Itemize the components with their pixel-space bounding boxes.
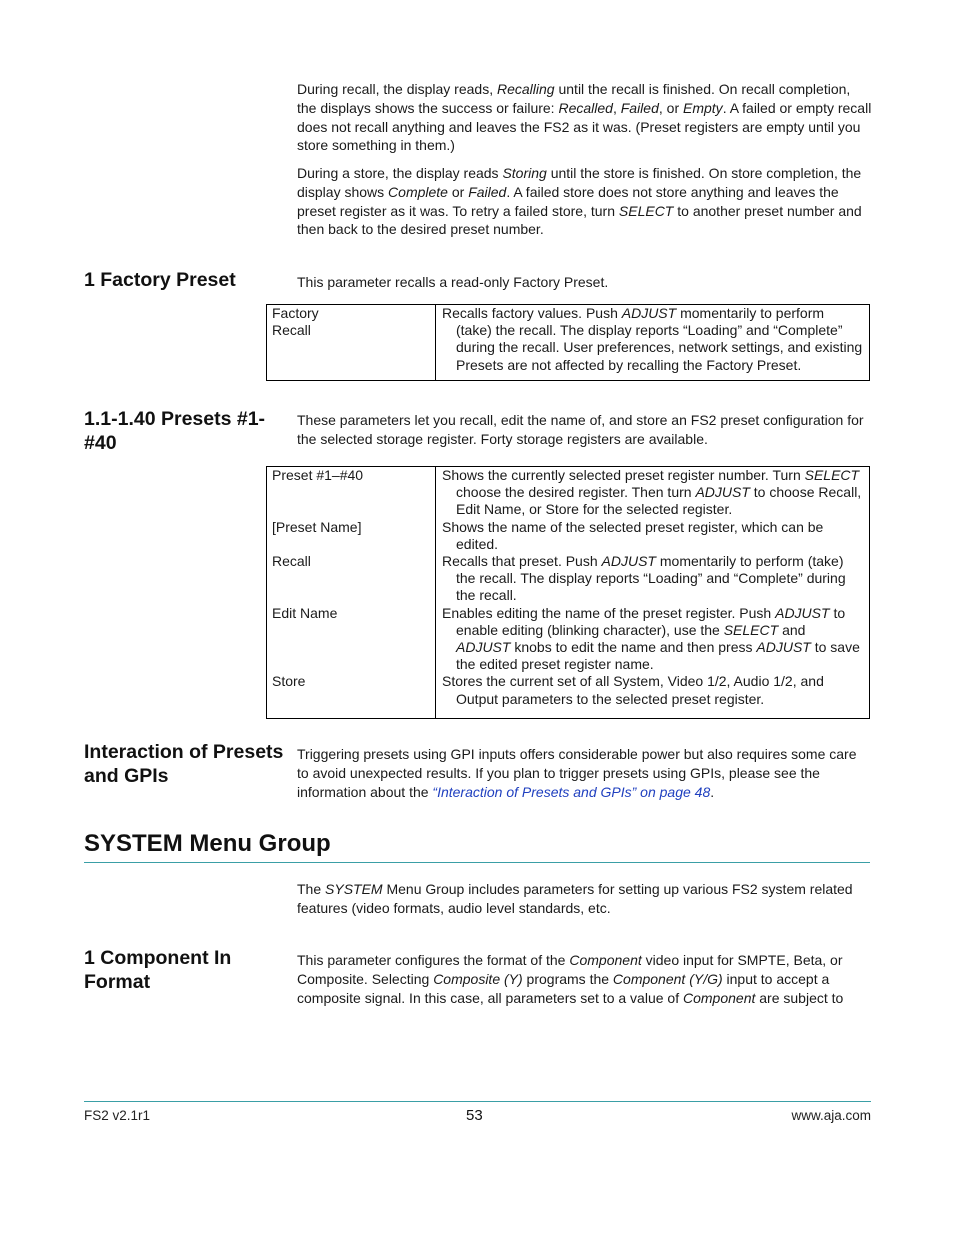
param-description: Recalls factory values. Push ADJUST momentarily to perform (take) the recall. The display reports “Loading” and “Complete” during the recall. User preferences, network settings, and existing Presets are not affected by recalling the Factory Preset. [442,305,863,373]
presets-description: These parameters let you recall, edit the name of, and store an FS2 preset configuration for the selected storage register. Forty storage registers are available. [297,412,864,447]
section-divider [84,862,870,863]
system-paragraph: The SYSTEM Menu Group includes parameters for setting up various FS2 system related features (video formats, audio level standards, etc. [297,881,853,916]
param-name: Recall [272,552,311,569]
param-name: Store [272,673,306,690]
param-description: Recalls that preset. Push ADJUST momentarily to perform (take) the recall. The display reports “Loading” and “Complete” during the recall. [442,553,846,604]
footer-version: FS2 v2.1r1 [84,1108,151,1123]
cross-reference-link[interactable]: “Interaction of Presets and GPIs” on page 48 [432,783,711,800]
param-name: Factory Recall [272,305,319,339]
heading-interaction-presets-gpis: Interaction of Presets and GPIs [84,741,284,787]
param-description: Shows the currently selected preset register number. Turn SELECT choose the desired register. Then turn ADJUST to choose Recall, Edit Name, or Store for the selected register. [442,467,862,518]
heading-factory-preset: 1 Factory Preset [84,269,236,291]
param-description: Stores the current set of all System, Video 1/2, Audio 1/2, and Output parameters to the selected preset register. [442,673,824,707]
param-name: Edit Name [272,604,338,621]
factory-preset-description: This parameter recalls a read-only Factory Preset. [297,274,609,290]
heading-presets: 1.1-1.40 Presets #1-#40 [84,408,266,454]
param-name: [Preset Name] [272,518,362,535]
heading-system-menu-group: SYSTEM Menu Group [84,830,331,857]
page-number: 53 [466,1107,483,1124]
param-desc-cell [436,305,870,381]
param-name-cell [267,305,436,381]
presets-table [266,466,870,719]
param-desc-cell [436,467,870,719]
table-row [267,467,870,719]
footer-website: www.aja.com [791,1108,871,1123]
factory-preset-table [266,304,870,381]
component-paragraph: This parameter configures the format of the Component video input for SMPTE, Beta, or Composite. Selecting Composite (Y) programs the Component (Y/G) input to accept a composite signal. In this case, all parameters set to a value of Component are subject to [297,952,844,1006]
gpi-paragraph: Triggering presets using GPI inputs offers considerable power but also requires some care to avoid unexpected results. If you plan to trigger presets using GPIs, please see the information about the “Interaction of Presets and GPIs” on page 48. [297,746,857,800]
param-description: Enables editing the name of the preset register. Push ADJUST to enable editing (blinking character), use the SELECT and ADJUST knobs to edit the name and then press ADJUST to save the edited preset register name. [442,604,860,673]
footer-divider [84,1101,871,1102]
table-row [267,305,870,381]
param-name: Preset #1–#40 [272,467,364,483]
heading-component-in-format: 1 Component In Format [84,947,232,993]
intro-paragraph-recall: During recall, the display reads, Recalling until the recall is finished. On recall completion, the displays shows the success or failure: Recalled, Failed, or Empty. A failed or empty recall does not recall anything and leaves the FS2 as it was. (Preset registers are empty until you store something in them.) [297,81,872,154]
param-description: Shows the name of the selected preset register, which can be edited. [442,518,824,552]
intro-paragraph-store: During a store, the display reads Storing until the store is finished. On store completion, the display shows Complete or Failed. A failed store does not store anything and leaves the preset register as it was. To retry a failed store, turn SELECT to another preset number and then back to the desired preset number. [297,165,862,238]
param-name-cell [267,467,436,719]
